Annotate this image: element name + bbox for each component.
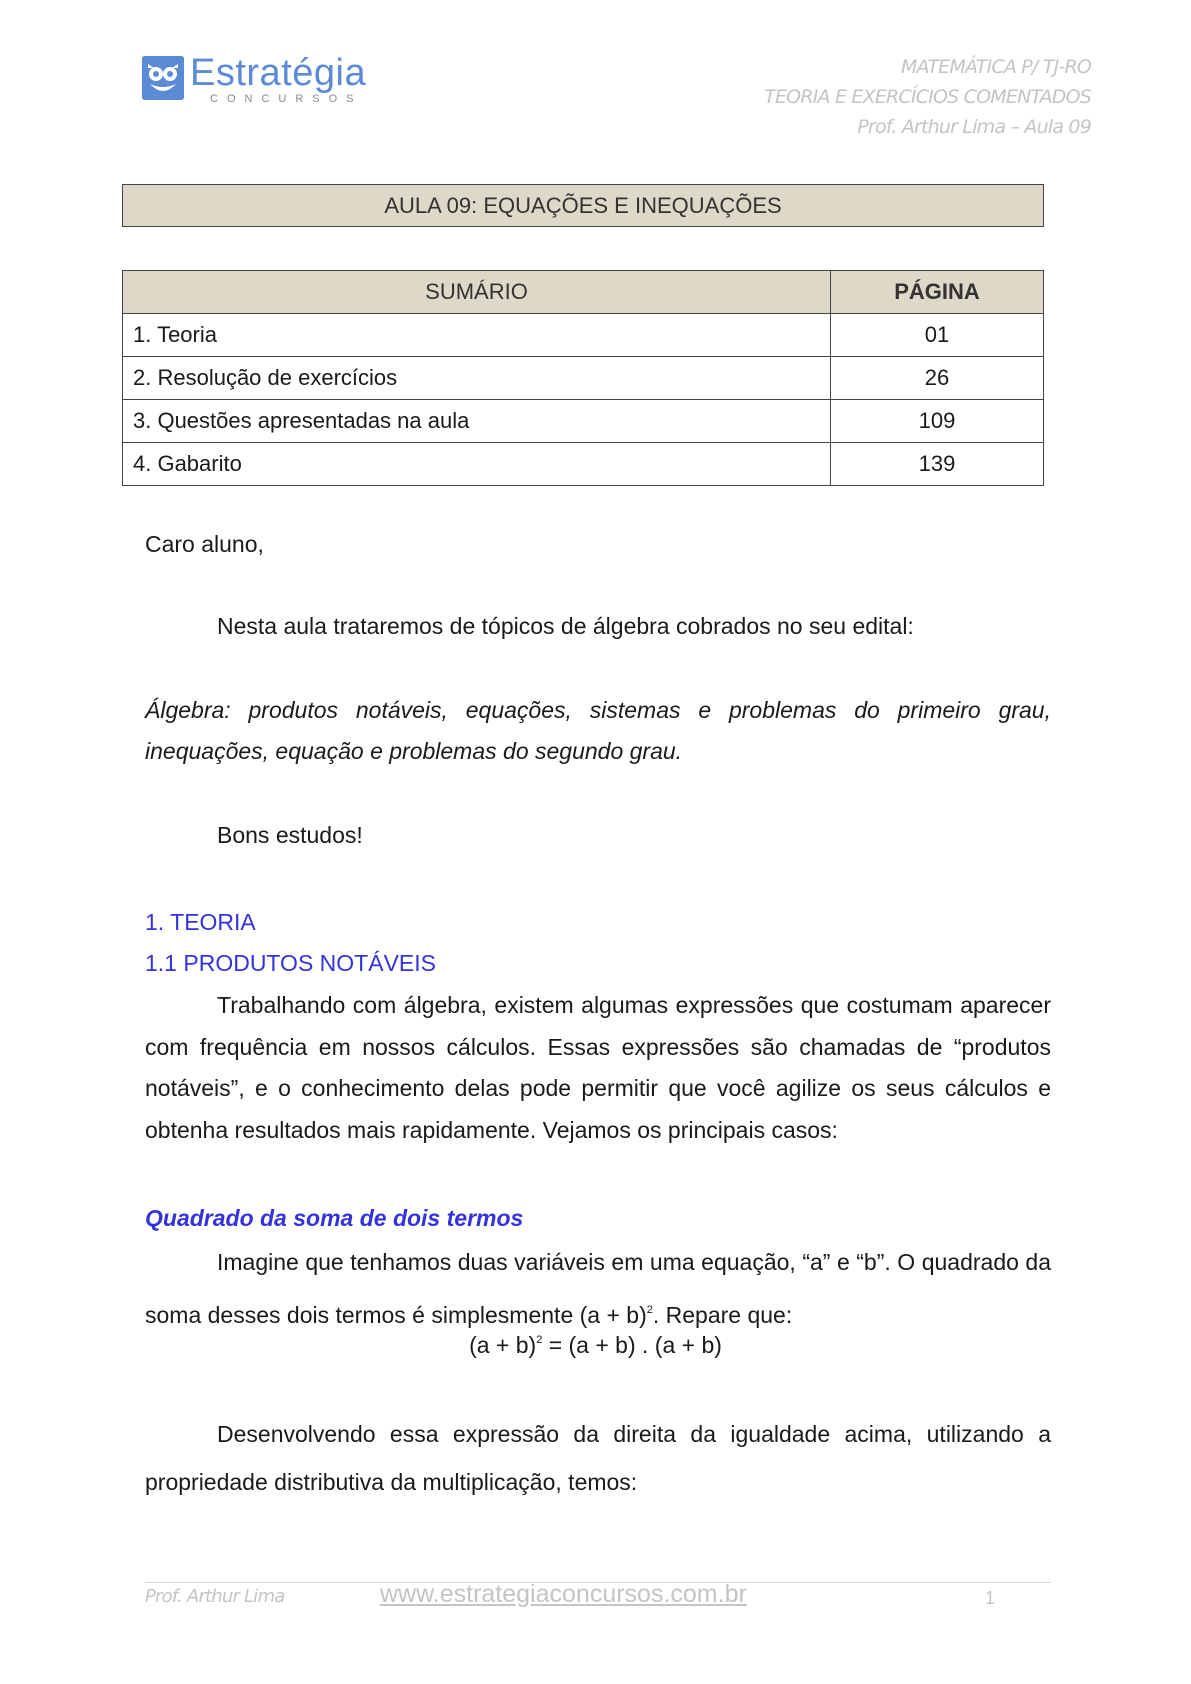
summary-page: 26 (831, 357, 1044, 400)
closing-text: Bons estudos! (217, 822, 363, 848)
footer-website-link[interactable]: www.estrategiaconcursos.com.br (380, 1580, 747, 1608)
table-row (123, 400, 1044, 443)
paragraph-quadrado (145, 1238, 1051, 1339)
footer-author: Prof. Arthur Lima (145, 1586, 285, 1607)
exponent: 2 (646, 1304, 653, 1316)
header-course: MATEMÁTICA P/ TJ-RO (900, 56, 1091, 78)
syllabus-paragraph: Álgebra: produtos notáveis, equações, sistemas e problemas do primeiro grau, inequações, equação e problemas do segundo grau. (145, 697, 1051, 764)
summary-topic: 2. Resolução de exercícios (123, 357, 831, 400)
paragraph-quadrado-end: . Repare que: (652, 1302, 793, 1328)
table-row (123, 357, 1044, 400)
formula (0, 1332, 1191, 1359)
logo-subtitle: CONCURSOS (210, 93, 363, 105)
header-subtitle: TEORIA E EXERCÍCIOS COMENTADOS (764, 86, 1091, 108)
page-number: 1 (985, 1588, 996, 1608)
table-row (123, 314, 1044, 357)
summary-page: 109 (831, 400, 1044, 443)
header-info (764, 52, 1091, 142)
summary-page: 139 (831, 443, 1044, 486)
topic-heading: Quadrado da soma de dois termos (145, 1205, 524, 1231)
formula-right: = (a + b) . (a + b) (542, 1332, 722, 1358)
greeting: Caro aluno, (145, 531, 264, 557)
formula-exponent: 2 (536, 1334, 543, 1346)
summary-table (122, 270, 1044, 486)
summary-topic: 3. Questões apresentadas na aula (123, 400, 831, 443)
header-lesson: Prof. Arthur Lima – Aula 09 (857, 116, 1091, 138)
subsection-heading: 1.1 PRODUTOS NOTÁVEIS (145, 950, 436, 976)
logo-name: Estratégia (190, 52, 367, 94)
section-heading: 1. TEORIA (145, 909, 256, 935)
logo (142, 54, 366, 106)
summary-header-topic: SUMÁRIO (123, 271, 831, 314)
paragraph-produtos: Trabalhando com álgebra, existem algumas expressões que costumam aparecer com frequência em nossos cálculos. Essas expressões são chamadas de “produtos notáveis”, e o conhecimento delas pode permitir que você agilize os seus cálculos e obtenha resultados mais rapidamente. Vejamos os principais casos: (145, 992, 1051, 1143)
paragraph-quadrado-text: Imagine que tenhamos duas variáveis em uma equação, “a” e “b”. O quadrado da soma desses dois termos é simplesmente (a + b) (145, 1249, 1051, 1328)
formula-left: (a + b) (469, 1332, 537, 1358)
paragraph-desenvolvendo: Desenvolvendo essa expressão da direita da igualdade acima, utilizando a propriedade distributiva da multiplicação, temos: (145, 1421, 1051, 1495)
summary-topic: 1. Teoria (123, 314, 831, 357)
summary-page: 01 (831, 314, 1044, 357)
summary-header-page: PÁGINA (831, 271, 1044, 314)
summary-header-row (123, 271, 1044, 314)
intro-paragraph: Nesta aula trataremos de tópicos de álgebra cobrados no seu edital: (217, 613, 914, 639)
summary-topic: 4. Gabarito (123, 443, 831, 486)
lesson-title: AULA 09: EQUAÇÕES E INEQUAÇÕES (122, 184, 1044, 227)
owl-logo-icon (142, 56, 184, 100)
table-row (123, 443, 1044, 486)
